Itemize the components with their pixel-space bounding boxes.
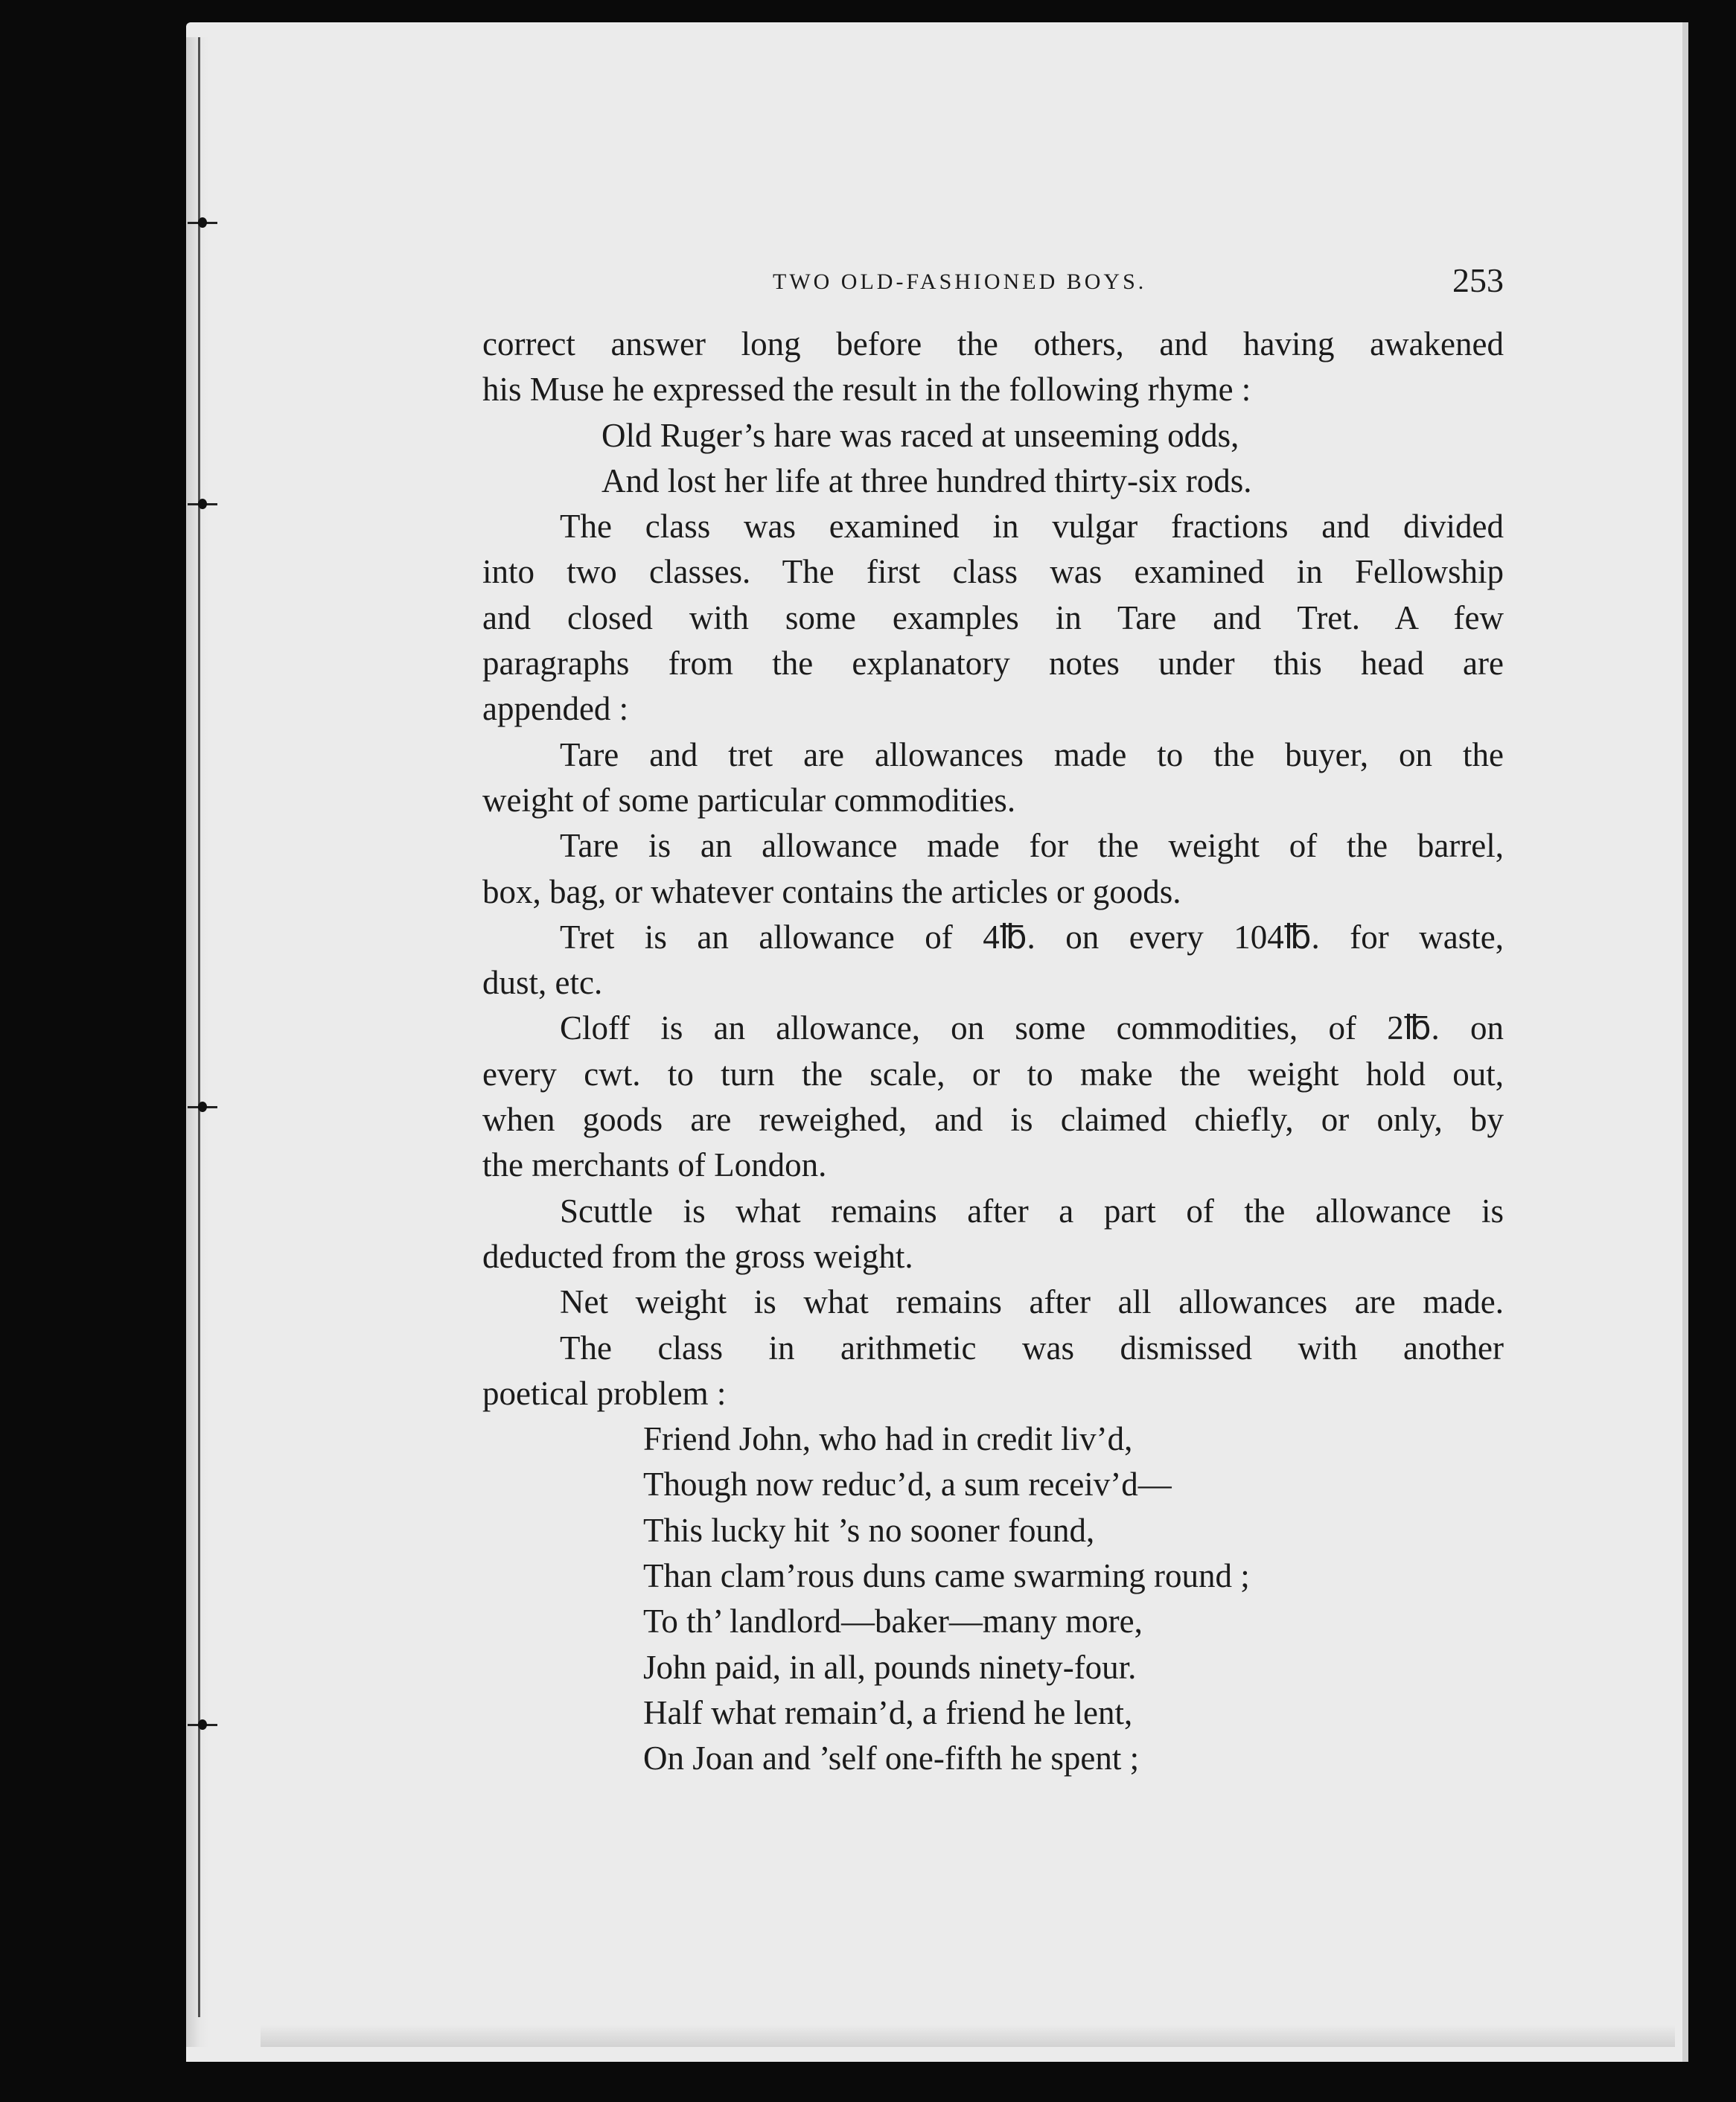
text-line: Net weight is what remains after all allowances are made. (560, 1283, 1504, 1321)
binding-strip (186, 37, 208, 2047)
text-line: Cloff is an allowance, on some commodities, of 2℔. on (560, 1009, 1504, 1047)
text-line: correct answer long before the others, and having awakened (482, 325, 1504, 362)
verse-line: John paid, in all, pounds ninety-four. (643, 1648, 1137, 1686)
binding-mark (188, 217, 217, 228)
text-line: deducted from the gross weight. (482, 1237, 913, 1275)
verse-line: This lucky hit ’s no sooner found, (643, 1511, 1095, 1549)
running-title: TWO OLD-FASHIONED BOYS. (773, 269, 1147, 294)
text-line: and closed with some examples in Tare and Tret. A few (482, 598, 1504, 636)
text-line: into two classes. The first class was examined in Fellowship (482, 553, 1504, 591)
text-line: Scuttle is what remains after a part of the allowance is (560, 1192, 1504, 1230)
verse-line: On Joan and ’self one-fifth he spent ; (643, 1740, 1140, 1777)
verse-line: To th’ landlord—baker—many more, (643, 1603, 1143, 1641)
verse-line: Old Ruger’s hare was raced at unseeming odds, (601, 416, 1239, 454)
verse-line: Half what remain’d, a friend he lent, (643, 1693, 1133, 1731)
text-line: Tare and tret are allowances made to the buyer, on the (560, 735, 1504, 773)
text-line: every cwt. to turn the scale, or to make the weight hold out, (482, 1055, 1504, 1093)
text-line: box, bag, or whatever contains the articles or goods. (482, 872, 1181, 910)
text-line: appended : (482, 690, 629, 728)
binding-mark (188, 1102, 217, 1112)
text-line: his Muse he expressed the result in the following rhyme : (482, 371, 1251, 409)
text-line: weight of some particular commodities. (482, 781, 1016, 819)
text-line: paragraphs from the explanatory notes under this head are (482, 645, 1504, 683)
text-line: the merchants of London. (482, 1146, 827, 1184)
verse-line: And lost her life at three hundred thirty-six rods. (601, 461, 1252, 499)
page-header (482, 262, 1504, 322)
text-line: when goods are reweighed, and is claimed chiefly, or only, by (482, 1101, 1504, 1139)
text-line: Tare is an allowance made for the weight of the barrel, (560, 827, 1504, 865)
page-right-edge (1682, 22, 1688, 2062)
page-number: 253 (1452, 261, 1504, 299)
text-line: Tret is an allowance of 4℔. on every 104℔. for waste, (560, 918, 1504, 956)
page-bottom-shadow (261, 2025, 1675, 2047)
text-line: The class in arithmetic was dismissed with another (560, 1329, 1504, 1367)
binding-mark (188, 1719, 217, 1730)
verse-line: Than clam’rous duns came swarming round ; (643, 1557, 1250, 1595)
verse-line: Friend John, who had in credit liv’d, (643, 1420, 1133, 1458)
text-line: poetical problem : (482, 1374, 727, 1412)
verse-line: Though now reduc’d, a sum receiv’d— (643, 1466, 1172, 1504)
text-line: dust, etc. (482, 964, 603, 1002)
binding-mark (188, 499, 217, 509)
page-text (482, 262, 1504, 1782)
text-line: The class was examined in vulgar fractions and divided (560, 508, 1504, 546)
